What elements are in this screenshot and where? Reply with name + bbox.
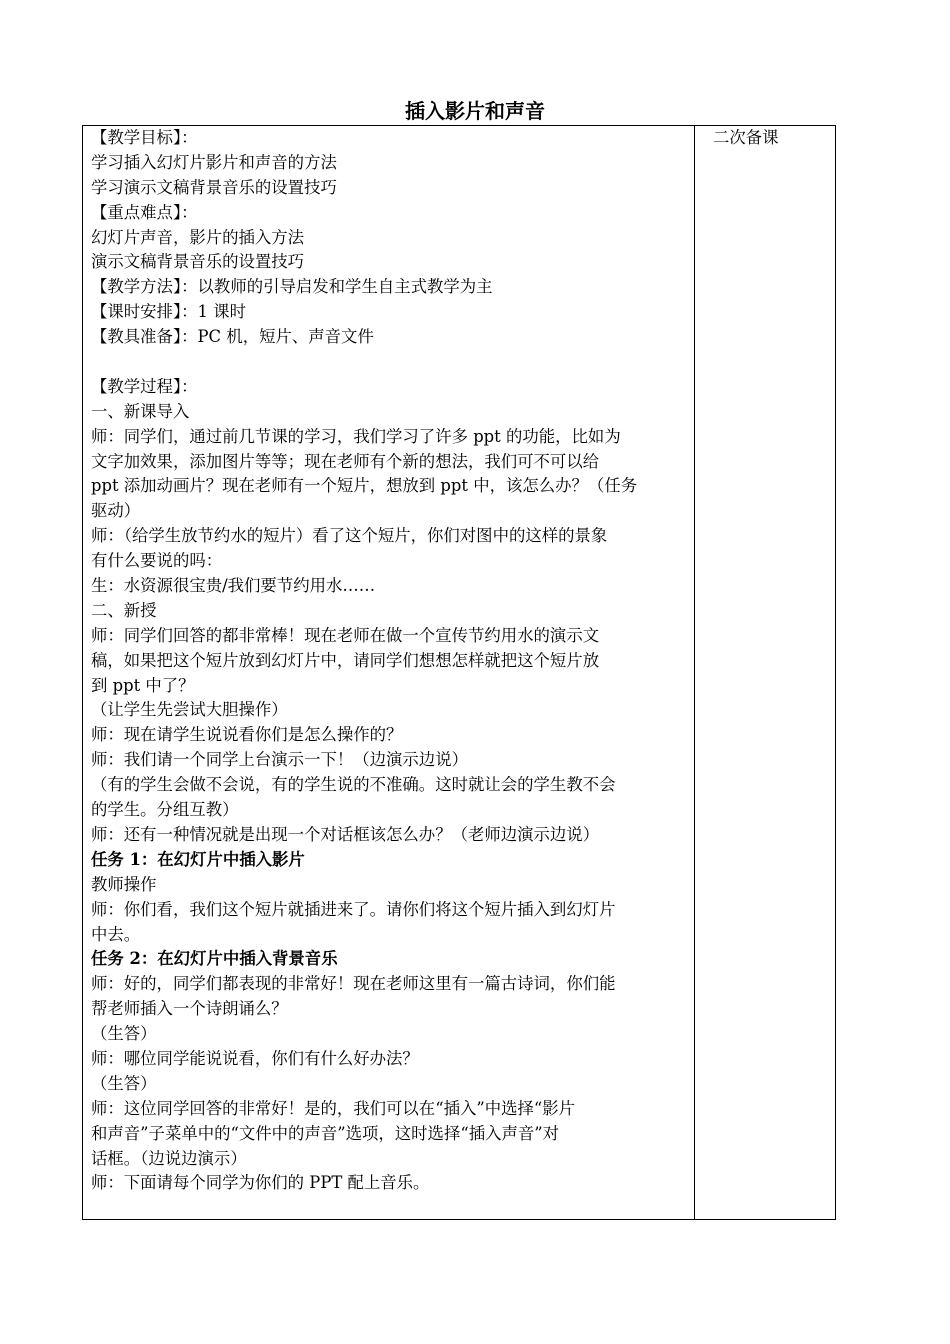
content-line: 师：下面请每个同学为你们的 PPT 配上音乐。 bbox=[91, 1173, 430, 1193]
content-line bbox=[91, 350, 689, 375]
task-heading: 任务 2：在幻灯片中插入背景音乐 bbox=[91, 949, 338, 969]
content-line: 师：同学们回答的都非常棒！现在老师在做一个宣传节约用水的演示文 bbox=[91, 625, 600, 645]
content-line: 【课时安排】：1 课时 bbox=[91, 302, 246, 322]
content-line: 师：还有一种情况就是出现一个对话框该怎么办？（老师边演示边说） bbox=[91, 824, 600, 844]
content-line: 生：水资源很宝贵/我们要节约用水…… bbox=[91, 576, 376, 596]
content-line: （让学生先尝试大胆操作） bbox=[91, 700, 288, 720]
content-line: 稿，如果把这个短片放到幻灯片中，请同学们想想怎样就把这个短片放 bbox=[91, 650, 600, 670]
content-line: ppt 添加动画片？现在老师有一个短片，想放到 ppt 中，该怎么办？（任务 bbox=[91, 476, 638, 496]
content-line: 二、新授 bbox=[91, 600, 157, 620]
content-line: 师：同学们，通过前几节课的学习，我们学习了许多 ppt 的功能，比如为 bbox=[91, 426, 621, 446]
content-line: 【教具准备】：PC 机，短片、声音文件 bbox=[91, 327, 374, 347]
task-heading: 任务 1：在幻灯片中插入影片 bbox=[91, 849, 305, 869]
content-line: 【教学目标】： bbox=[91, 128, 198, 147]
content-line: 师：这位同学回答的非常好！是的，我们可以在“插入”中选择“影片 bbox=[91, 1098, 576, 1118]
content-line: 到 ppt 中了？ bbox=[91, 675, 195, 695]
content-line: 教师操作 bbox=[91, 874, 157, 894]
content-line: 师：哪位同学能说说看，你们有什么好办法？ bbox=[91, 1048, 419, 1068]
content-line: 中去。 bbox=[91, 924, 141, 944]
content-line: 驱动） bbox=[91, 501, 141, 521]
content-line: 【教学方法】：以教师的引导启发和学生自主式教学为主 bbox=[91, 277, 493, 297]
content-line: 师：我们请一个同学上台演示一下！（边演示边说） bbox=[91, 750, 468, 770]
content-line: 师：好的，同学们都表现的非常好！现在老师这里有一篇古诗词，你们能 bbox=[91, 974, 616, 994]
content-line: （生答） bbox=[91, 1073, 157, 1093]
content-line: 文字加效果，添加图片等等；现在老师有个新的想法，我们可不可以给 bbox=[91, 451, 600, 471]
document-title: 插入影片和声音 bbox=[405, 99, 545, 123]
lesson-content-cell bbox=[91, 126, 689, 1196]
content-line: 学习插入幻灯片影片和声音的方法 bbox=[91, 152, 337, 172]
content-line: 话框。（边说边演示） bbox=[91, 1148, 247, 1168]
content-line: 有什么要说的吗： bbox=[91, 551, 223, 571]
content-line: 幻灯片声音，影片的插入方法 bbox=[91, 227, 305, 247]
content-line: （有的学生会做不会说，有的学生说的不准确。这时就让会的学生教不会 bbox=[91, 775, 616, 795]
content-line: 师：（给学生放节约水的短片）看了这个短片，你们对图中的这样的景象 bbox=[91, 526, 608, 546]
content-line: 和声音”子菜单中的“文件中的声音”选项，这时选择“插入声音”对 bbox=[91, 1123, 560, 1143]
content-line: 一、新课导入 bbox=[91, 401, 190, 421]
content-line: 的学生。分组互教） bbox=[91, 800, 239, 820]
content-line: 【教学过程】： bbox=[91, 376, 198, 396]
content-line: 【重点难点】： bbox=[91, 202, 198, 222]
content-line: 师：现在请学生说说看你们是怎么操作的？ bbox=[91, 725, 403, 745]
content-line: 学习演示文稿背景音乐的设置技巧 bbox=[91, 177, 337, 197]
secondary-prep-label: 二次备课 bbox=[713, 128, 779, 147]
content-line: 师：你们看，我们这个短片就插进来了。请你们将这个短片插入到幻灯片 bbox=[91, 899, 616, 919]
content-line: 帮老师插入一个诗朗诵么？ bbox=[91, 999, 288, 1019]
column-divider bbox=[694, 126, 695, 1219]
lesson-table bbox=[82, 125, 836, 1220]
content-line: 演示文稿背景音乐的设置技巧 bbox=[91, 252, 305, 272]
content-line: （生答） bbox=[91, 1024, 157, 1044]
